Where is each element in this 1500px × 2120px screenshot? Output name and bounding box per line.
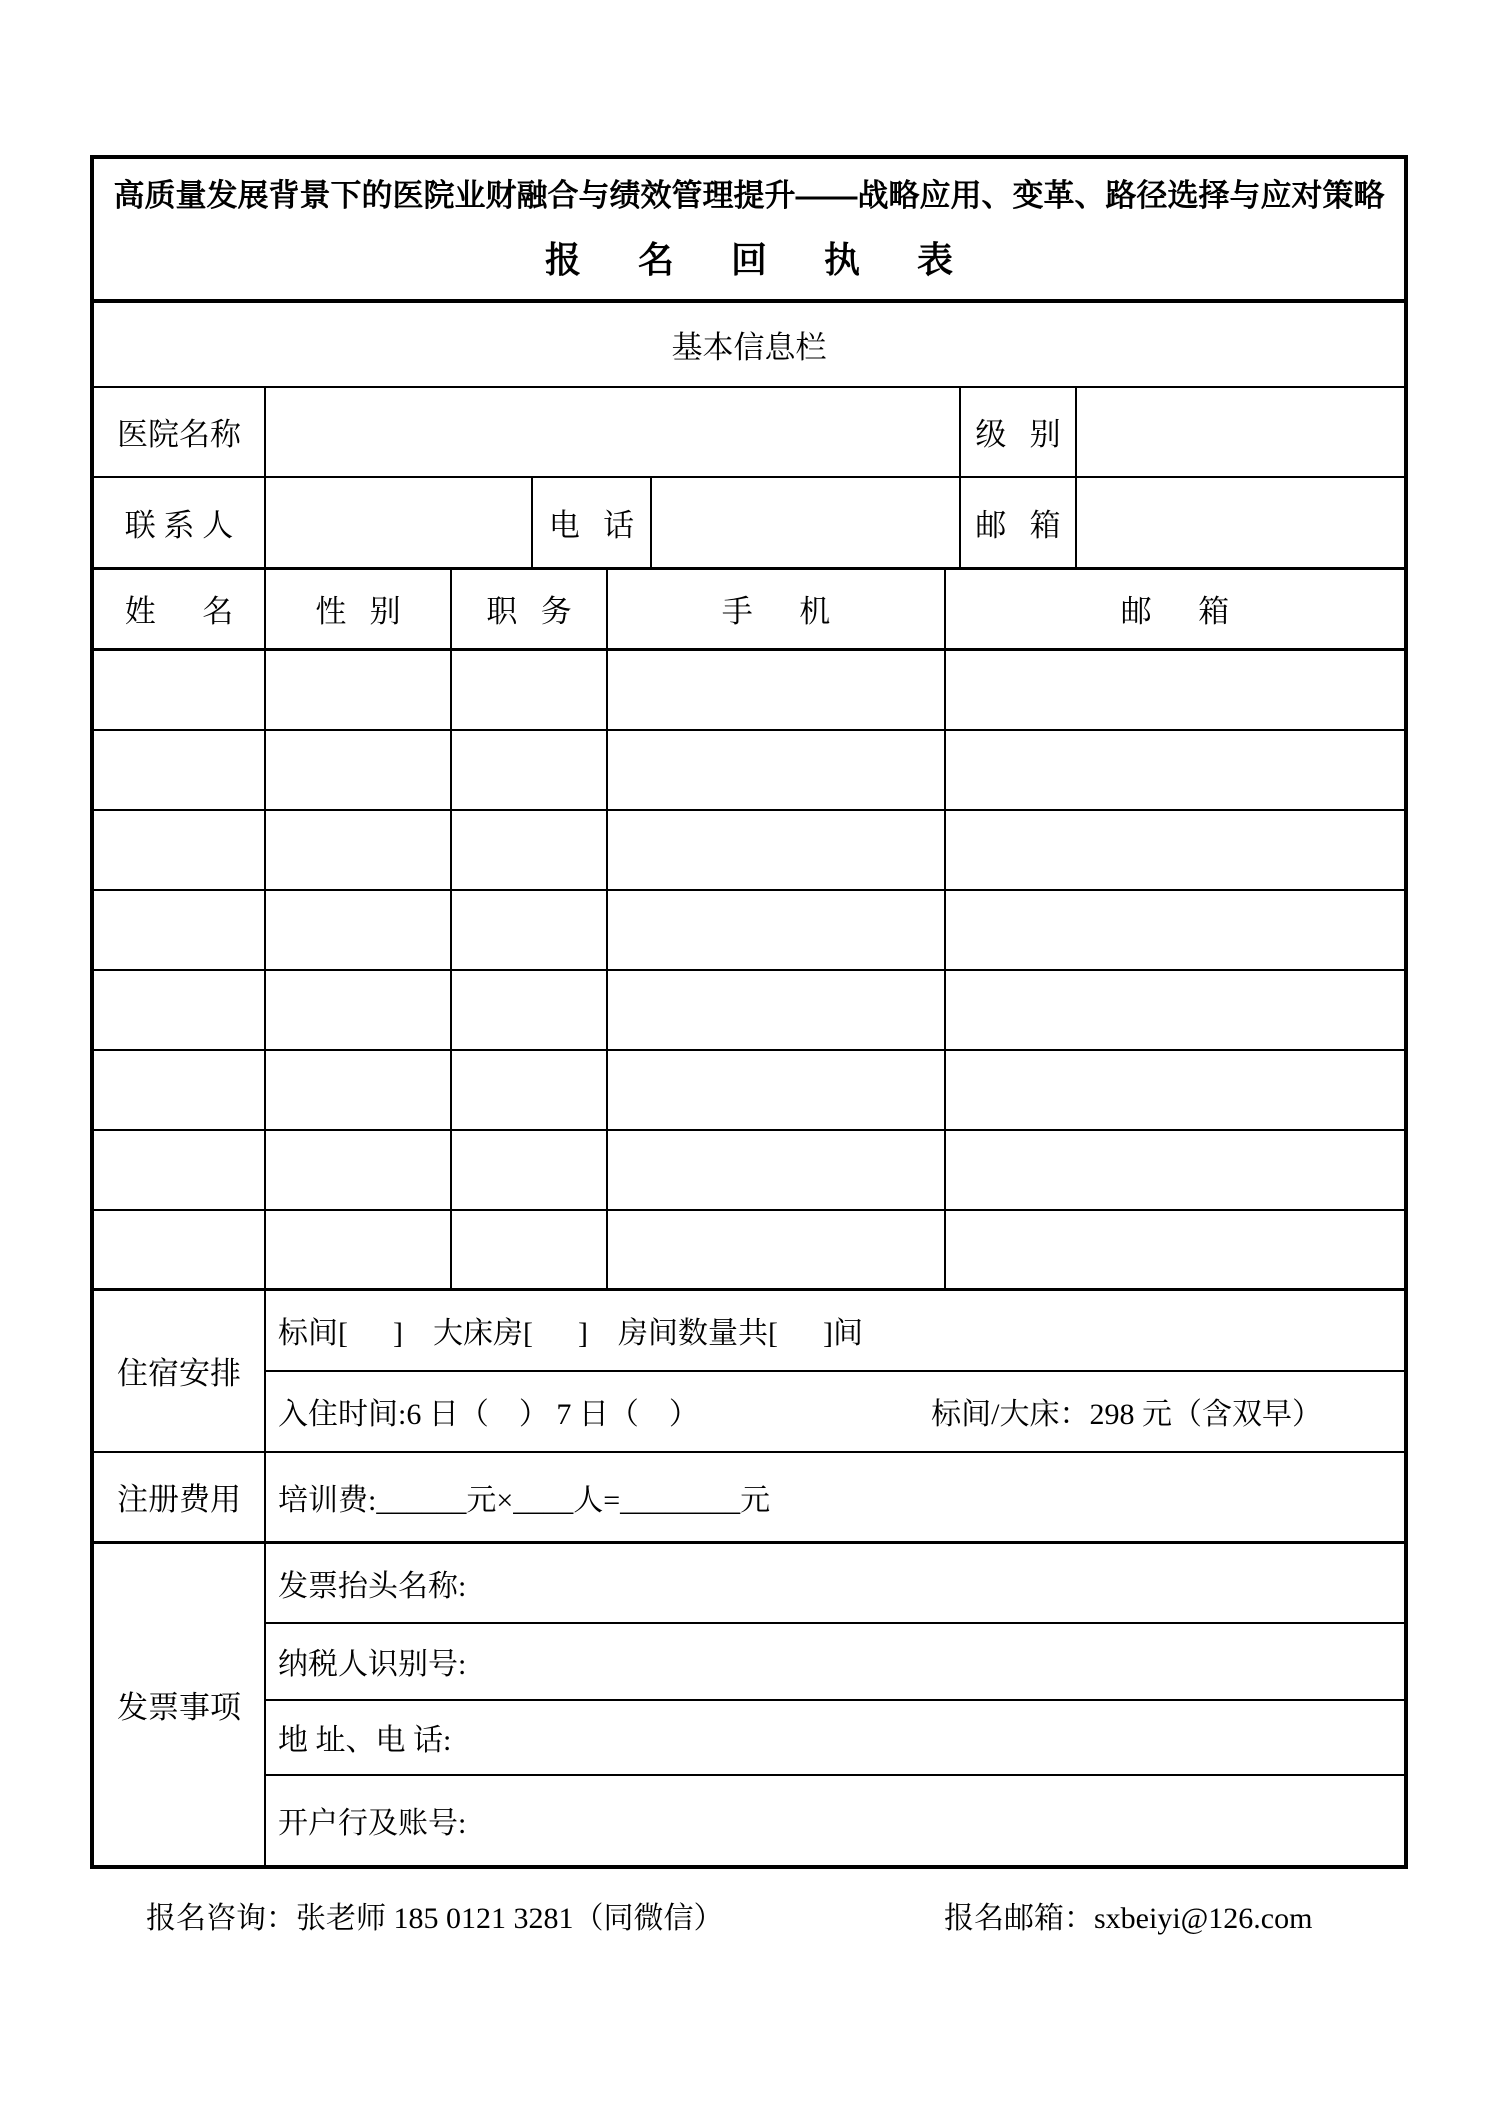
attendee-position-cell[interactable] — [452, 971, 608, 1049]
fee-formula-text: 培训费:______元×____人=________元 — [278, 1483, 771, 1517]
col-header-email: 邮 箱 — [1120, 594, 1230, 629]
attendee-email-cell[interactable] — [946, 811, 1404, 889]
accommodation-section — [94, 1291, 1404, 1453]
footer — [0, 1893, 1500, 1939]
attendee-mobile-cell[interactable] — [608, 1051, 946, 1129]
invoice-bank-row[interactable] — [266, 1776, 1404, 1865]
title-block — [94, 159, 1404, 303]
attendee-row — [94, 731, 1404, 811]
attendee-gender-cell[interactable] — [266, 1051, 452, 1129]
attendee-row — [94, 651, 1404, 731]
col-header-position: 职 务 — [452, 570, 608, 648]
attendee-row — [94, 1131, 1404, 1211]
footer-consult-contact: 报名咨询：张老师 185 0121 3281（同微信） — [146, 1902, 724, 1935]
contact-name-field[interactable] — [266, 478, 533, 567]
attendee-name-cell[interactable] — [94, 891, 266, 969]
level-label: 级 别 — [961, 388, 1077, 476]
attendee-row — [94, 811, 1404, 891]
email-label: 邮 箱 — [961, 478, 1077, 567]
attendee-mobile-cell[interactable] — [608, 811, 946, 889]
attendee-email-cell[interactable] — [946, 971, 1404, 1049]
col-header-mobile: 手 机 — [608, 570, 946, 648]
invoice-label: 发票事项 — [94, 1544, 266, 1865]
attendee-position-cell[interactable] — [452, 891, 608, 969]
attendee-row — [94, 1211, 1404, 1291]
contact-email-field[interactable] — [1077, 478, 1404, 567]
invoice-bank-label: 开户行及账号: — [278, 1807, 467, 1840]
attendee-gender-cell[interactable] — [266, 1131, 452, 1209]
attendee-email-cell[interactable] — [946, 651, 1404, 729]
attendee-name-cell[interactable] — [94, 1211, 266, 1288]
attendee-position-cell[interactable] — [452, 1211, 608, 1288]
attendee-position-cell[interactable] — [452, 731, 608, 809]
attendee-position-cell[interactable] — [452, 1131, 608, 1209]
contact-phone-field[interactable] — [652, 478, 961, 567]
registration-form-table — [90, 155, 1408, 1869]
form-subtitle: 报 名 回 执 表 — [544, 239, 977, 280]
hospital-row — [94, 388, 1404, 478]
attendee-gender-cell[interactable] — [266, 651, 452, 729]
hospital-name-field[interactable] — [266, 388, 961, 476]
basic-info-section-title: 基本信息栏 — [671, 329, 827, 365]
attendee-name-cell[interactable] — [94, 1051, 266, 1129]
attendee-mobile-cell[interactable] — [608, 891, 946, 969]
invoice-title-label: 发票抬头名称: — [278, 1569, 467, 1603]
fee-formula-row[interactable] — [266, 1453, 1404, 1541]
invoice-taxid-row[interactable] — [266, 1624, 1404, 1701]
attendee-position-cell[interactable] — [452, 651, 608, 729]
attendee-gender-cell[interactable] — [266, 811, 452, 889]
basic-info-section-row — [94, 303, 1404, 388]
attendee-gender-cell[interactable] — [266, 891, 452, 969]
attendee-email-cell[interactable] — [946, 731, 1404, 809]
attendee-email-cell[interactable] — [946, 1131, 1404, 1209]
contact-label: 联 系 人 — [94, 478, 266, 567]
checkin-row[interactable] — [266, 1372, 1404, 1451]
fee-label: 注册费用 — [94, 1453, 266, 1541]
level-field[interactable] — [1077, 388, 1404, 476]
attendee-mobile-cell[interactable] — [608, 1211, 946, 1288]
checkin-text: 入住时间:6 日（ ） 7 日（ ） — [278, 1398, 699, 1431]
attendee-mobile-cell[interactable] — [608, 731, 946, 809]
attendee-email-cell[interactable] — [946, 1051, 1404, 1129]
contact-row — [94, 478, 1404, 570]
room-type-text: 标间[ ] 大床房[ ] 房间数量共[ ]间 — [278, 1317, 863, 1350]
invoice-title-row[interactable] — [266, 1544, 1404, 1624]
col-header-gender: 性 别 — [266, 570, 452, 648]
attendee-email-cell[interactable] — [946, 1211, 1404, 1288]
invoice-address-label: 地 址、电 话: — [278, 1724, 452, 1757]
attendee-name-cell[interactable] — [94, 971, 266, 1049]
attendee-mobile-cell[interactable] — [608, 971, 946, 1049]
attendee-header-row — [94, 570, 1404, 651]
room-type-row[interactable] — [266, 1291, 1404, 1372]
invoice-taxid-label: 纳税人识别号: — [278, 1648, 467, 1681]
attendee-email-cell[interactable] — [946, 891, 1404, 969]
attendee-name-cell[interactable] — [94, 811, 266, 889]
attendee-gender-cell[interactable] — [266, 971, 452, 1049]
phone-label: 电 话 — [533, 478, 652, 567]
accommodation-label: 住宿安排 — [94, 1291, 266, 1451]
attendee-row — [94, 1051, 1404, 1131]
attendee-gender-cell[interactable] — [266, 731, 452, 809]
hospital-name-label: 医院名称 — [94, 388, 266, 476]
attendee-position-cell[interactable] — [452, 811, 608, 889]
attendee-name-cell[interactable] — [94, 651, 266, 729]
attendee-name-cell[interactable] — [94, 1131, 266, 1209]
form-title: 高质量发展背景下的医院业财融合与绩效管理提升——战略应用、变革、路径选择与应对策略 — [113, 178, 1385, 213]
col-header-name: 姓 名 — [94, 570, 266, 648]
invoice-address-row[interactable] — [266, 1701, 1404, 1776]
invoice-section — [94, 1544, 1404, 1865]
attendee-mobile-cell[interactable] — [608, 1131, 946, 1209]
fee-section — [94, 1453, 1404, 1544]
attendee-row — [94, 971, 1404, 1051]
attendee-name-cell[interactable] — [94, 731, 266, 809]
attendee-gender-cell[interactable] — [266, 1211, 452, 1288]
attendee-row — [94, 891, 1404, 971]
attendee-position-cell[interactable] — [452, 1051, 608, 1129]
footer-registration-email: 报名邮箱：sxbeiyi@126.com — [944, 1902, 1313, 1935]
attendee-mobile-cell[interactable] — [608, 651, 946, 729]
room-price-note: 标间/大床：298 元（含双早） — [931, 1398, 1322, 1431]
